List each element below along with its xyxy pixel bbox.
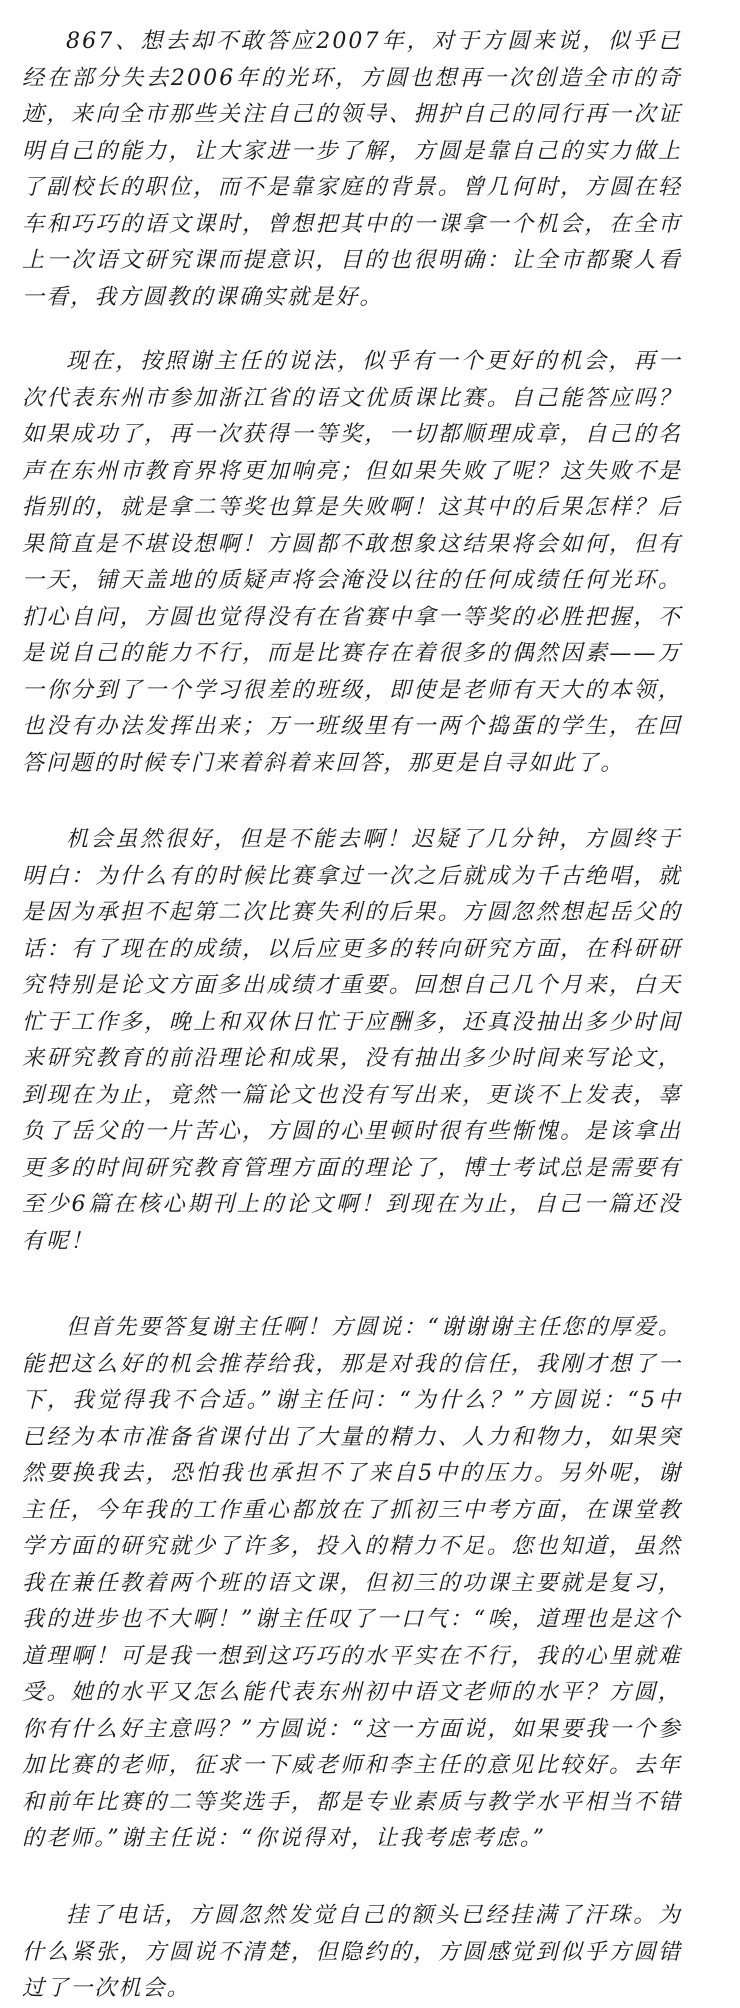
paragraph: 挂了电话，方圆忽然发觉自己的额头已经挂满了汗珠。为什么紧张，方圆说不清楚，但隐约的，方圆感觉到似乎方圆错过了一次机会。 <box>22 1903 682 2001</box>
paragraph: 现在，按照谢主任的说法，似乎有一个更好的机会，再一次代表东州市参加浙江省的语文优质课比赛。自己能答应吗？如果成功了，再一次获得一等奖，一切都顺理成章，自己的名声在东州市教育界将更加响亮；但如果失败了呢？这失败不是指别的，就是拿二等奖也算是失败啊！这其中的后果怎样？后果简直是不堪设想啊！方圆都不敢想象这结果将会如何，但有一天，铺天盖地的质疑声将会淹没以往的任何成绩任何光环。扪心自问，方圆也觉得没有在省赛中拿一等奖的必胜把握，不是说自己的能力不行，而是比赛存在着很多的偶然因素——万一你分到了一个学习很差的班级，即使是老师有天大的本领，也没有办法发挥出来；万一班级里有一两个捣蛋的学生，在回答问题的时候专门来着斜着来回答，那更是自寻如此了。 <box>22 349 682 776</box>
paragraph: 867、想去却不敢答应2007年，对于方圆来说，似乎已经在部分失去2006年的光环，方圆也想再一次创造全市的奇迹，来向全市那些关注自己的领导、拥护自己的同行再一次证明自己的能力，让大家进一步了解，方圆是靠自己的实力做上了副校长的职位，而不是靠家庭的背景。曾几何时，方圆在轻车和巧巧的语文课时，曾想把其中的一课拿一个机会，在全市上一次语文研究课而提意识，目的也很明确：让全市都聚人看一看，我方圆教的课确实就是好。 <box>22 29 682 310</box>
paragraph: 机会虽然很好，但是不能去啊！迟疑了几分钟，方圆终于明白：为什么有的时候比赛拿过一次之后就成为千古绝唱，就是因为承担不起第二次比赛失利的后果。方圆忽然想起岳父的话：有了现在的成绩，以后应更多的转向研究方面，在科研研究特别是论文方面多出成绩才重要。回想自己几个月来，白天忙于工作多，晚上和双休日忙于应酬多，还真没抽出多少时间来研究教育的前沿理论和成果，没有抽出多少时间来写论文，到现在为止，竟然一篇论文也没有写出来，更谈不上发表，辜负了岳父的一片苦心，方圆的心里顿时很有些惭愧。是该拿出更多的时间研究教育管理方面的理论了，博士考试总是需要有至少6篇在核心期刊上的论文啊！到现在为止，自己一篇还没有呢！ <box>22 827 682 1254</box>
paragraph: 但首先要答复谢主任啊！方圆说：“谢谢谢主任您的厚爱。能把这么好的机会推荐给我，那是对我的信任，我刚才想了一下，我觉得我不合适。”谢主任问：“为什么？”方圆说：“5中已经为本市准备省课付出了大量的精力、人力和物力，如果突然要换我去，恐怕我也承担不了来自5中的压力。另外呢，谢主任，今年我的工作重心都放在了抓初三中考方面，在课堂教学方面的研究就少了许多，投入的精力不足。您也知道，虽然我在兼任教着两个班的语文课，但初三的功课主要就是复习，我的进步也不大啊！”谢主任叹了一口气：“唉，道理也是这个道理啊！可是我一想到这巧巧的水平实在不行，我的心里就难受。她的水平又怎么能代表东州初中语文老师的水平？方圆，你有什么好主意吗？”方圆说：“这一方面说，如果要我一个参加比赛的老师，征求一下威老师和李主任的意见比较好。去年和前年比赛的二等奖选手，都是专业素质与教学水平相当不错的老师。”谢主任说：“你说得对，让我考虑考虑。” <box>22 1315 682 1851</box>
